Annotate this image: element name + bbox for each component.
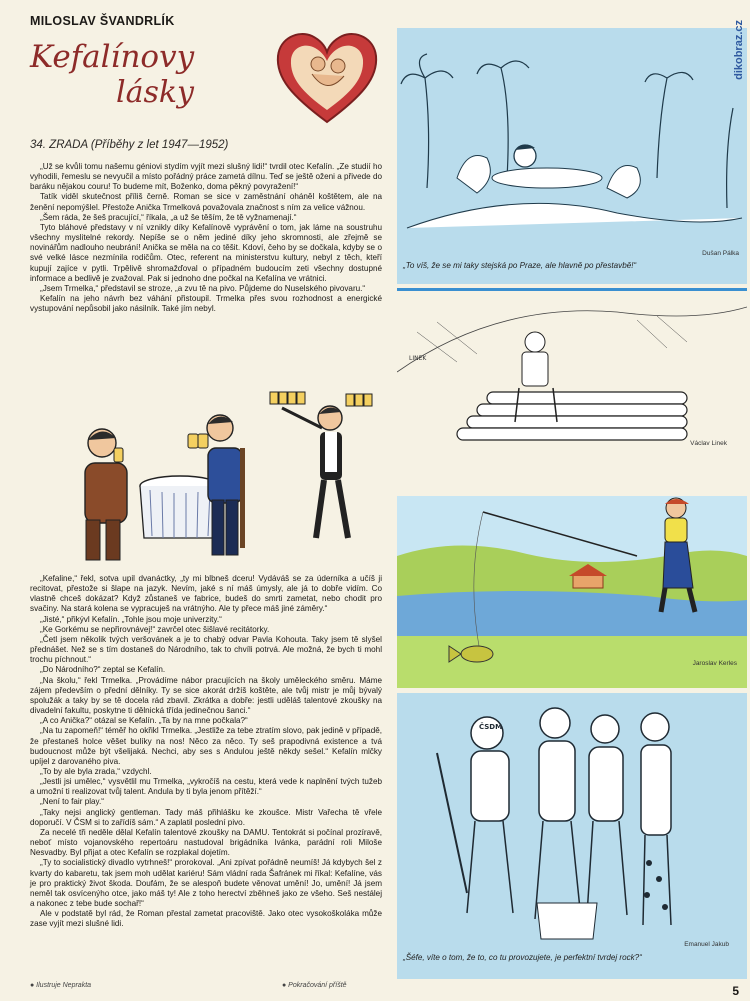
cartoon-panel-4 bbox=[397, 693, 747, 979]
workers-cartoon bbox=[397, 693, 747, 943]
paragraph: Tatík viděl skutečnost příliš černě. Roman se sice v zaměstnání oháněl koštětem, ale na ženění nepomýšlel. Přestože Anička Trmelková považovala značnost s ním za velice vážnou. bbox=[30, 192, 382, 212]
article-text-top bbox=[30, 162, 382, 314]
beach-cartoon bbox=[397, 28, 747, 248]
cartoon-panel-1 bbox=[397, 28, 747, 284]
cartoon-caption: „Šéfe, víte o tom, že to, co tu provozujete, je perfektní tvrdej rock?“ bbox=[403, 953, 642, 962]
paragraph: „Do Národního?“ zeptal se Kefalín. bbox=[40, 665, 166, 675]
continued-note: ● Pokračování příště bbox=[282, 982, 347, 989]
artist-name: Emanuel Jakub bbox=[684, 941, 729, 948]
divider bbox=[397, 288, 747, 291]
artist-name: Jaroslav Kerles bbox=[692, 660, 737, 667]
artist-name: Dušan Pálka bbox=[702, 250, 739, 257]
paragraph: „Četl jsem několik tvých veršovánek a je to chabý odvar Pavla Kohouta. Taky jsem tě slyšel přednášet. Než se s tím dostaneš do Národního, tak to chvíli potrvá. Ale možná, že bych ti mohl trochu píchnout.“ bbox=[30, 634, 382, 665]
site-watermark: dikobraz.cz bbox=[733, 20, 745, 80]
series-title-line1: Kefalínovy bbox=[30, 39, 195, 75]
paragraph: „Jisté,“ přikývl Kefalín. „Tohle jsou moje univerzity.“ bbox=[40, 614, 222, 624]
illustration-credit: ● Ilustruje Neprakta bbox=[30, 982, 92, 989]
paragraph: „Taky nejsi anglický gentleman. Tady máš přihlášku ke zkoušce. Mistr Vařecha tě vřele doporučí. V ČSM si to zařídíš sám.“ A zaplatil poslední pivo. bbox=[30, 807, 382, 827]
paragraph: Kefalín na jeho návrh bez váhání přistoupil. Trmelka přes svou rozhodnost a energické vystupování nepůsobil jako násilník. Také jím nebyl. bbox=[30, 294, 382, 314]
series-title-line2: lásky bbox=[116, 75, 195, 110]
paragraph: „Už se kvůli tomu našemu géniovi stydím vyjít mezi slušný lidi!“ tvrdil otec Kefalín. „Ze studií ho vyhodili, řemeslu se nevyučil a místo pořádný práce zametá dílnu. Teď se ještě oženi a přivede do baráku nějakou couru! To budeme mít, Boženko, doma pěkný povyražení!“ bbox=[30, 162, 382, 192]
paragraph: „Šem ráda, že šeš pracující,“ říkala, „a už še těším, že tě vyžnamenají.“ bbox=[40, 212, 297, 222]
paragraph: „To by ale byla zrada,“ vzdychl. bbox=[40, 766, 152, 776]
page-number: 5 bbox=[732, 984, 739, 998]
paragraph: „Jsem Trmelka,“ představil se stroze, „a zvu tě na pivo. Půjdeme do Nuselského pivovaru.“ bbox=[40, 283, 366, 293]
paragraph: „Ty to socialistický divadlo vytrhneš!“ prorokoval. „Ani zpívat pořádně neumíš! Já kdybych šel z kvarty do kabaretu, tak jsem moh udělat kariéru! Sám vládní rada Šafránek mi říkal: Kefalíne, vás je pro praktický život škoda. Doufám, že se alespoň budete věnovat umění! Jo, umění! Já jsem neměl tak osvícenýho otce, jako máš ty! Ale z toho herectví zběhneš jako ze všeho. Seš nestálej a nakonec z tebe bude sochař!“ bbox=[30, 858, 382, 908]
paragraph: „Jestli jsi umělec,“ vysvětlil mu Trmelka, „vykročíš na cestu, která vede k naplnění tvých tužeb a umožní ti realizovat tvůj talent. Andula by ti byla jenom přítěží.“ bbox=[30, 777, 382, 797]
cartoon-caption: „To víš, že se mi taky stejská po Praze, ale hlavně po přestavbě!“ bbox=[403, 261, 637, 270]
paragraph: „A co Anička?“ otázal se Kefalín. „Ta by na mne počkala?“ bbox=[40, 716, 248, 726]
heart-emblem bbox=[272, 26, 382, 126]
artist-name: Václav Linek bbox=[690, 440, 727, 447]
paragraph: Ale v podstatě byl rád, že Roman přestal zametat pracoviště. Jako otec vysokoškoláka může zase vyjít mezi slušné lidi. bbox=[30, 909, 382, 929]
paragraph: „Není to fair play.“ bbox=[40, 797, 104, 807]
paragraph: „Na školu,“ řekl Trmelka. „Provádíme nábor pracujících na školy uměleckého směru. Máme zájem především o přední dělníky. Ty se sice akorát držíš koštěte, ale tvůj mistr je můj bývalý spolužák a taky by se tě docela rád zbavil. Zkrátka a dobře: jestli uděláš talentové zkoušky na divadelní fakultu, poskytne ti dělnická třída jedinečnou šanci.“ bbox=[30, 675, 382, 716]
paragraph: „Kefaline,“ řekl, sotva upil dvanáctky, „ty mi blbneš dceru! Vydáváš se za úderníka a učíš ji recitovat, přestože si šlape na jazyk. Nevím, jaké s ní máš úmysly, ale já to dobře vidím. Co vlastně chceš dokázat? Když zůstaneš ve fabrice, budeš do smrti zametat, nebo chodit pro svačiny. Na stará kolena se vypracuješ na vrátnýho. Ale ty přece máš jiné záměry.“ bbox=[30, 574, 382, 614]
helmet-text: ČSDM bbox=[479, 723, 503, 731]
paragraph: „Ke Gorkému se nepřirovnávej!“ zavrčel otec šišlavé recitátorky. bbox=[40, 624, 270, 634]
raft-cartoon bbox=[397, 292, 747, 462]
paragraph: Tyto bláhové představy v ní vznikly díky Kefalínově vyprávění o tom, jak láme na soustruhu všechny myslitelné rekordy. Nepíše se o něm jediné díky jeho skromnosti, ale zřejmě se novinářům nadlouho neubrání! Anička se měla na co těšit. Kdoví, čeho by se dočkala, kdyby se o své velké lásce nezmínila rodičům. Otec, referent na ministerstvu kultury, nebyl z těch, kteří kupují zajíce v pytli. Trpělivě shromažďoval o případném budoucím zeti všechny dostupné informace a bedlivě je zvažoval. Pak si jednoho dne počkal na Kefalína ve vrátnici. bbox=[30, 222, 382, 283]
episode-heading: 34. ZRADA (Příběhy z let 1947—1952) bbox=[30, 139, 229, 151]
cartoon-panel-2 bbox=[397, 292, 747, 492]
paragraph: „Na tu zapomeň!“ téměř ho okřikl Trmelka. „Jestliže za tebe ztratím slovo, pak jedině v případě, že přestaneš holce věšet bulíky na nos! Něco za něco. Ty seš prapodivná existence a tvá budoucnost může být všelijaká. Nechci, aby ses s Andulou ještě někdy sešel.“ Kefalín mlčky upíjel z darovaného piva. bbox=[30, 726, 382, 766]
author-name: MILOSLAV ŠVANDRLÍK bbox=[30, 14, 175, 28]
pub-illustration bbox=[30, 388, 382, 566]
cartoon-panel-3 bbox=[397, 496, 747, 688]
article-text-bottom bbox=[30, 574, 382, 929]
paragraph: Za necelé tři neděle dělal Kefalín talentové zkoušky na DAMU. Tentokrát si počínal prozíravě, neboť místo vojanovského repertoáru nastudoval brigádníka Ivánka, parádní roli Miloše Nesvadby. Byl přijat a otec Kefalín se rozplakal dojetím. bbox=[30, 827, 382, 858]
cartoon-signature: LINEK bbox=[409, 355, 427, 362]
